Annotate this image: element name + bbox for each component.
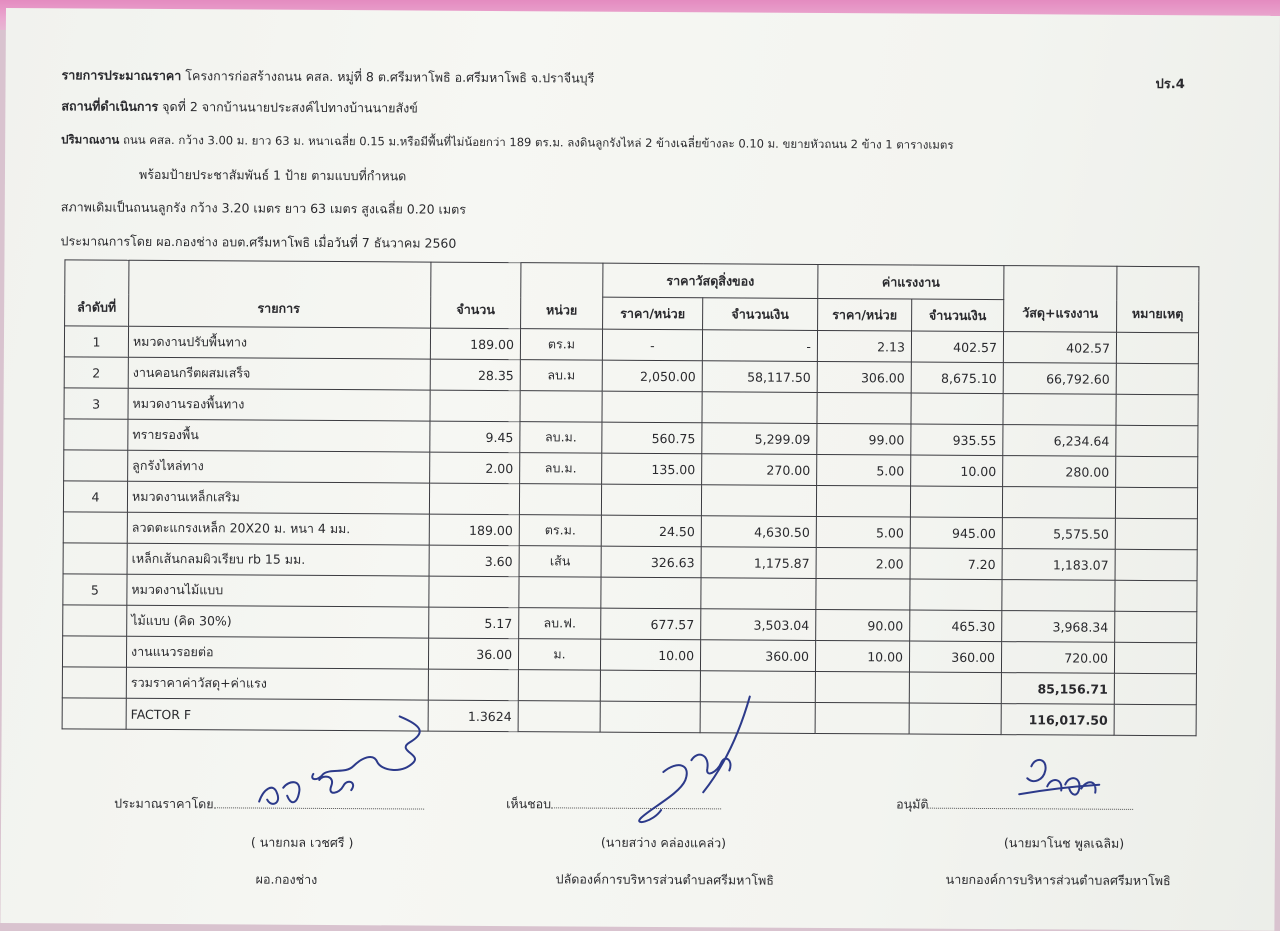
- header-amount: จำนวนเงิน: [703, 298, 818, 331]
- approver2-signature: [1019, 760, 1099, 795]
- row-labor-price: 5.00: [817, 454, 911, 486]
- row-material-amount: 4,630.50: [701, 516, 816, 548]
- row-labor-price: 10.00: [815, 640, 909, 672]
- row-item: หมวดงานรองพื้นทาง: [128, 388, 430, 421]
- row-unit: ตร.ม: [520, 329, 602, 361]
- project-name: โครงการก่อสร้างถนน คสล. หมู่ที่ 8 ต.ศรีมหาโพธิ อ.ศรีมหาโพธิ จ.ปราจีนบุรี: [185, 68, 595, 86]
- header-labor-group: ค่าแรงงาน: [818, 264, 1004, 299]
- row-unit: ลบ.ม.: [520, 422, 602, 454]
- header-line-4: พร้อมป้ายประชาสัมพันธ์ 1 ป้าย ตามแบบที่กำหนด: [138, 166, 407, 184]
- row-labor-amount: 10.00: [911, 455, 1003, 487]
- row-item: งานคอนกรีตผสมเสร็จ: [128, 357, 430, 390]
- row-unit: เส้น: [519, 546, 601, 578]
- row-labor-amount: 935.55: [911, 424, 1003, 456]
- row-item: หมวดงานเหล็กเสริม: [127, 481, 429, 514]
- row-item: ลูกรังไหล่ทาง: [128, 450, 430, 483]
- row-material-amount: 58,117.50: [702, 361, 817, 393]
- document-page: [0, 8, 1280, 931]
- row-total: 5,575.50: [1002, 518, 1115, 550]
- row-material-price: 135.00: [602, 453, 702, 485]
- row-unit: ลบ.ฟ.: [519, 608, 601, 640]
- row-material-amount: -: [702, 330, 817, 362]
- row-material-price: 2,050.00: [602, 360, 702, 392]
- header-labor-unit-price: ราคา/หน่วย: [818, 298, 912, 331]
- row-total: 1,183.07: [1002, 549, 1115, 581]
- row-no: 2: [64, 357, 128, 388]
- row-no: 5: [63, 574, 127, 605]
- row-unit: ตร.ม.: [519, 515, 601, 547]
- header-labor-amount: จำนวนเงิน: [912, 299, 1004, 332]
- row-labor-price: 306.00: [817, 361, 911, 393]
- sum-total: 85,156.71: [1001, 673, 1114, 705]
- row-material-price: 677.57: [601, 608, 701, 640]
- row-material-amount: 5,299.09: [702, 423, 817, 455]
- page-number: ปร.4: [1155, 77, 1185, 93]
- factor-total: 116,017.50: [1001, 704, 1114, 736]
- header-unit-price: ราคา/หน่วย: [603, 297, 703, 330]
- sum-label: รวมราคาค่าวัสดุ+ค่าแรง: [126, 667, 428, 700]
- header-line-6: ประมาณการโดย ผอ.กองช่าง อบต.ศรีมหาโพธิ เมื่อวันที่ 7 ธันวาคม 2560: [60, 233, 457, 251]
- row-total: 720.00: [1001, 642, 1114, 674]
- row-labor-amount: 7.20: [910, 548, 1002, 580]
- header-item: รายการ: [129, 260, 431, 328]
- approver1-label: เห็นชอบ: [506, 796, 552, 812]
- row-no: 1: [64, 326, 128, 357]
- row-item: ลวดตะแกรงเหล็ก 20X20 ม. หนา 4 มม.: [127, 512, 429, 545]
- estimator-signature: [259, 716, 420, 805]
- row-no: 3: [64, 388, 128, 419]
- row-item: ทรายรองพื้น: [128, 419, 430, 452]
- row-material-price: -: [602, 329, 702, 361]
- header-no: ลำดับที่: [65, 260, 129, 326]
- header-total: วัสดุ+แรงงาน: [1004, 266, 1117, 333]
- scope-label: ปริมาณงาน: [61, 132, 120, 147]
- row-labor-amount: 8,675.10: [911, 362, 1003, 394]
- factor-label: FACTOR F: [126, 698, 428, 731]
- row-qty: 189.00: [429, 514, 519, 546]
- row-qty: 28.35: [430, 359, 520, 391]
- row-unit: ม.: [518, 639, 600, 671]
- approver1-signature: [639, 696, 750, 823]
- row-no: 4: [63, 481, 127, 512]
- row-material-amount: 360.00: [700, 640, 815, 672]
- row-item: เหล็กเส้นกลมผิวเรียบ rb 15 มม.: [127, 543, 429, 576]
- row-labor-amount: 465.30: [910, 610, 1002, 642]
- row-total: 66,792.60: [1003, 363, 1116, 395]
- row-labor-amount: 360.00: [909, 641, 1001, 673]
- title-label: รายการประมาณราคา: [61, 67, 182, 84]
- estimator-name: ( นายกมล เวชศรี ): [250, 834, 354, 851]
- approver2-title: นายกองค์การบริหารส่วนตำบลศรีมหาโพธิ: [945, 871, 1171, 889]
- row-material-price: 326.63: [601, 546, 701, 578]
- scope-text: ถนน คสล. กว้าง 3.00 ม. ยาว 63 ม. หนาเฉลี่ย 0.15 ม.หรือมีพื้นที่ไม่น้อยกว่า 189 ตร.ม. ลงดินลูกรังไหล่ 2 ข้างเฉลี่ยข้างละ 0.10 ม. ขยายหัวถนน 2 ข้าง 1 ตารางเมตร: [122, 132, 954, 152]
- row-labor-price: 2.00: [816, 547, 910, 579]
- row-total: 3,968.34: [1002, 611, 1115, 643]
- header-remark: หมายเหตุ: [1117, 266, 1199, 332]
- row-total: 280.00: [1003, 456, 1116, 488]
- row-qty: 5.17: [429, 607, 519, 639]
- header-qty: จำนวน: [431, 262, 521, 329]
- approver1-name: (นายสว่าง คล่องแคล่ว): [600, 834, 727, 851]
- approver2-label: อนุมัติ: [896, 796, 929, 812]
- row-labor-price: 2.13: [817, 330, 911, 362]
- row-material-amount: 3,503.04: [701, 609, 816, 641]
- row-material-amount: 1,175.87: [701, 547, 816, 579]
- row-qty: 2.00: [430, 452, 520, 484]
- row-unit: ลบ.ม.: [520, 453, 602, 485]
- row-labor-price: 99.00: [817, 423, 911, 455]
- row-item: งานแนวรอยต่อ: [126, 636, 428, 669]
- approver2-name: (นายมาโนช พูลเฉลิม): [1003, 835, 1125, 851]
- header-line-5: สภาพเดิมเป็นถนนลูกรัง กว้าง 3.20 เมตร ยาว 63 เมตร สูงเฉลี่ย 0.20 เมตร: [60, 199, 466, 217]
- row-item: ไม้แบบ (คิด 30%): [127, 605, 429, 638]
- location-text: จุดที่ 2 จากบ้านนายประสงค์ไปทางบ้านนายสังข์: [162, 98, 418, 116]
- row-item: หมวดงานปรับพื้นทาง: [128, 326, 430, 359]
- row-labor-price: 90.00: [816, 609, 910, 641]
- row-total: 402.57: [1003, 332, 1116, 364]
- row-qty: 189.00: [430, 328, 520, 360]
- row-material-price: 560.75: [602, 422, 702, 454]
- row-material-amount: 270.00: [702, 454, 817, 486]
- row-qty: 9.45: [430, 421, 520, 453]
- row-labor-amount: 945.00: [910, 517, 1002, 549]
- row-qty: 36.00: [428, 638, 518, 670]
- row-qty: 3.60: [429, 545, 519, 577]
- factor-value: 1.3624: [428, 700, 518, 732]
- row-material-price: 24.50: [601, 515, 701, 547]
- row-material-price: 10.00: [600, 639, 700, 671]
- header-unit: หน่วย: [521, 263, 603, 329]
- row-labor-price: 5.00: [816, 516, 910, 548]
- handwritten-signatures: [0, 8, 1276, 926]
- approver1-title: ปลัดองค์การบริหารส่วนตำบลศรีมหาโพธิ: [555, 871, 774, 888]
- row-labor-amount: 402.57: [911, 331, 1003, 363]
- row-total: 6,234.64: [1003, 425, 1116, 457]
- estimator-label: ประมาณราคาโดย: [114, 795, 214, 812]
- location-label: สถานที่ดำเนินการ: [61, 98, 159, 114]
- row-unit: ลบ.ม: [520, 360, 602, 392]
- row-item: หมวดงานไม้แบบ: [127, 574, 429, 607]
- header-material-group: ราคาวัสดุสิ่งของ: [603, 263, 818, 298]
- estimator-title: ผอ.กองช่าง: [255, 871, 318, 887]
